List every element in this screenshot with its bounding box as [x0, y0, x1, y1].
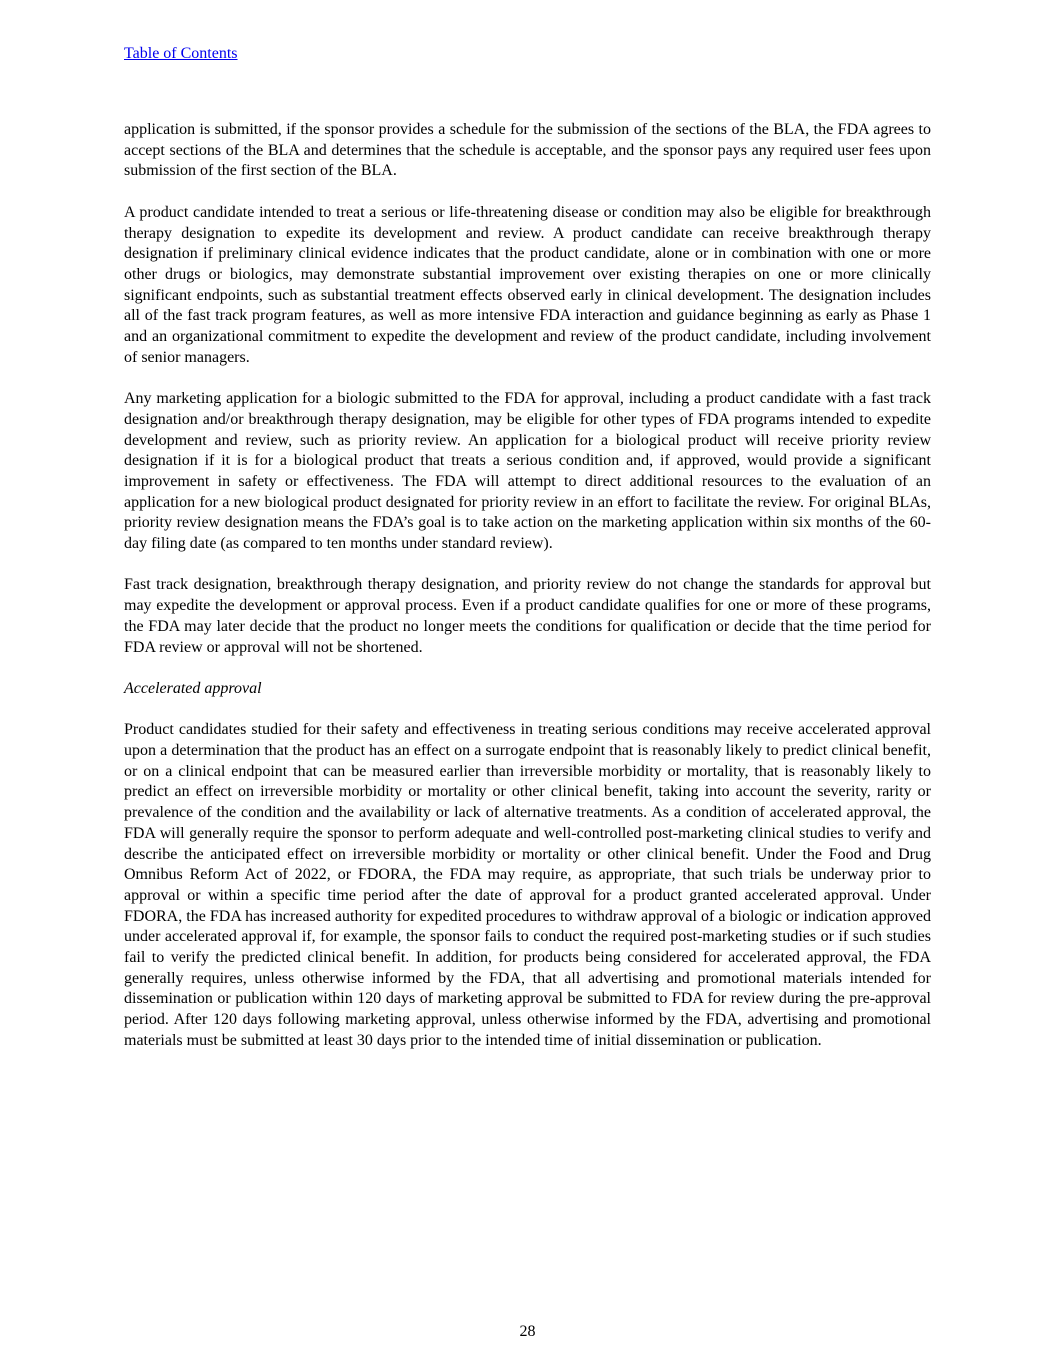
paragraph-priority-review: Any marketing application for a biologic submitted to the FDA for approval, including a product candidate with a fast track designation and/or breakthrough therapy designation, may be eligible for other types of FDA programs intended to expedite development and review, such as priority review. An application for a biological product will receive priority review designation if it is for a biological product that treats a serious condition and, if approved, would provide a significant improvement in safety or effectiveness. The FDA will attempt to direct additional resources to the evaluation of an application for a new biological product designated for priority review in an effort to facilitate the review. For original BLAs, priority review designation means the FDA’s goal is to take action on the marketing application within six months of the 60-day filing date (as compared to ten months under standard review).	[124, 390, 931, 553]
paragraph-bla-sections: application is submitted, if the sponsor provides a schedule for the submission of the sections of the BLA, the FDA agrees to accept sections of the BLA and determines that the schedule is acceptable, and the sponsor pays any required user fees upon submission of the first section of the BLA.	[124, 121, 931, 180]
paragraph-expedited-programs: Fast track designation, breakthrough therapy designation, and priority review do not change the standards for approval but may expedite the development or approval process. Even if a product candidate qualifies for one or more of these programs, the FDA may later decide that the product no longer meets the conditions for qualification or decide that the time period for FDA review or approval will not be shortened.	[124, 576, 931, 656]
paragraph-accelerated-approval: Product candidates studied for their safety and effectiveness in treating serious conditions may receive accelerated approval upon a determination that the product has an effect on a surrogate endpoint that is reasonably likely to predict clinical benefit, or on a clinical endpoint that can be measured earlier than irreversible morbidity or mortality, that is reasonably likely to predict an effect on irreversible morbidity or mortality or other clinical benefit, taking into account the severity, rarity or prevalence of the condition and the availability or lack of alternative treatments. As a condition of accelerated approval, the FDA will generally require the sponsor to perform adequate and well-controlled post-marketing clinical studies to verify and describe the anticipated effect on irreversible morbidity or mortality or other clinical benefit. Under the Food and Drug Omnibus Reform Act of 2022, or FDORA, the FDA may require, as appropriate, that such trials be underway prior to approval or within a specific time period after the date of approval for a product granted accelerated approval. Under FDORA, the FDA has increased authority for expedited procedures to withdraw approval of a biologic or indication approved under accelerated approval if, for example, the sponsor fails to conduct the required post-marketing studies or if such studies fail to verify the predicted clinical benefit. In addition, for products being considered for accelerated approval, the FDA generally requires, unless otherwise informed by the FDA, that all advertising and promotional materials intended for dissemination or publication within 120 days of marketing approval be submitted to FDA for review during the pre-approval period. After 120 days following marketing approval, unless otherwise informed by the FDA, advertising and promotional materials must be submitted at least 30 days prior to the intended time of initial dissemination or publication.	[124, 721, 931, 1049]
document-body	[124, 120, 931, 1072]
paragraph-breakthrough-therapy: A product candidate intended to treat a serious or life-threatening disease or condition may also be eligible for breakthrough therapy designation to expedite its development and review. A product candidate can receive breakthrough therapy designation if preliminary clinical evidence indicates that the product candidate, alone or in combination with one or more other drugs or biologics, may demonstrate substantial improvement over existing therapies on one or more clinically significant endpoints, such as substantial treatment effects observed early in clinical development. The designation includes all of the fast track program features, as well as more intensive FDA interaction and guidance beginning as early as Phase 1 and an organizational commitment to expedite the development and review of the product candidate, including involvement of senior managers.	[124, 203, 931, 366]
section-heading-accelerated-approval: Accelerated approval	[124, 679, 262, 697]
table-of-contents-link[interactable]: Table of Contents	[124, 45, 238, 62]
page-number: 28	[519, 1323, 536, 1340]
